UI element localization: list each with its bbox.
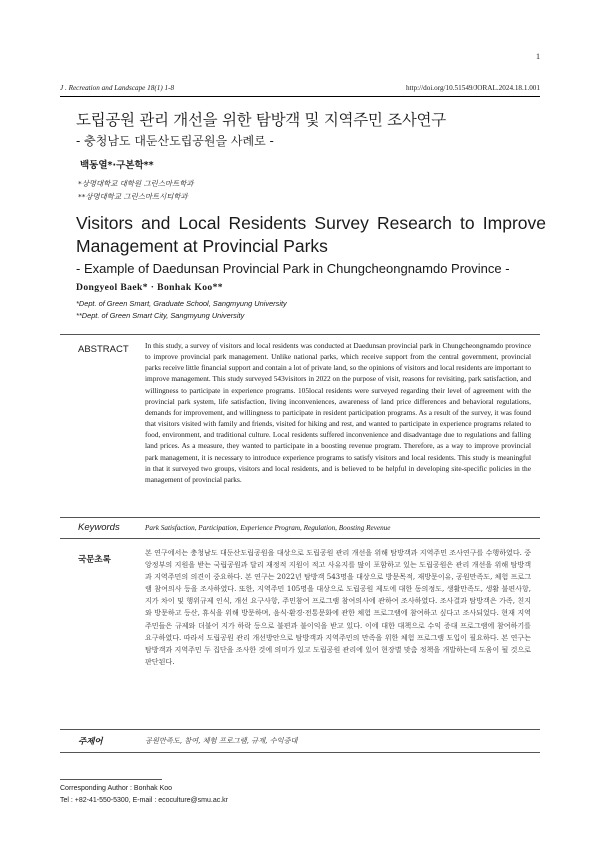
english-title-line-2: Management at Provincial Parks — [76, 236, 328, 256]
keywords-top-rule — [60, 517, 540, 518]
keywords-bottom-rule — [60, 538, 540, 539]
doi-link[interactable]: http://doi.org/10.51549/JORAL.2024.18.1.001 — [405, 84, 540, 92]
korean-affiliation-1: *상명대학교 대학원 그린스마트학과 — [78, 179, 194, 188]
corresponding-author: Corresponding Author : Bonhak Koo — [60, 785, 173, 792]
abstract-top-rule — [60, 334, 540, 335]
korean-subtitle: - 충청남도 대둔산도립공원을 사례로 - — [76, 134, 274, 148]
english-affiliation-2: **Dept. of Green Smart City, Sangmyung University — [76, 311, 245, 320]
korean-keywords-bottom-rule — [60, 752, 540, 753]
keywords-text: Park Satisfaction, Participation, Experience Program, Regulation, Boosting Revenue — [145, 524, 391, 532]
korean-abstract-label: 국문초록 — [78, 555, 111, 565]
corresponding-contact: Tel : +82-41-550-5300, E-mail : ecoculture@smu.ac.kr — [60, 797, 228, 804]
korean-title: 도립공원 관리 개선을 위한 탐방객 및 지역주민 조사연구 — [76, 111, 446, 129]
korean-abstract-text: 본 연구에서는 충청남도 대둔산도립공원을 대상으로 도립공원 관리 개선을 위해 탐방객과 지역주민 조사연구를 수행하였다. 중앙정부의 지원을 받는 국립공원과 달리 재정적 지원이 적고 사유지를 많이 포함하고 있는 도립공원은 관리 개선을 위해 탐방객과 지역주민의 의견이 중요하다. 본 연구는 2022년 탐방객 543명을 대상으로 방문목적, 재방문이유, 공원만족도, 체험 프로그램 참여의사 등을 조사하였다. 또한, 지역주민 105명을 대상으로 도립공원 제도에 대한 동의정도, 생활만족도, 생활 불편사항, 지가 차이 및 행위규제 인식, 개선 요구사항, 주민참여 프로그램 참여의사에 관하여 조사하였다. 조사결과 탐방객은 가족, 친지와 방문하고 등산, 휴식을 위해 방문하며, 음식·환경·전통문화에 관한 체험 프로그램에 참여하고 싶다고 조사되었다. 현재 지역주민들은 규제와 더불어 지가 하락 등으로 불편과 불이익을 받고 있다. 이에 대한 대책으로 수익 증대 프로그램에 참여하기를 요구하였다. 따라서 도립공원 관리 개선방안으로 탐방객과 지역주민의 만족을 위한 체험 프로그램 도입이 필요하다. 본 연구는 탐방객과 지역주민 두 집단을 조사한 것에 의미가 있고 도립공원 관리에 있어 현장별 맞춤 정책을 개발하는데 도움이 될 것으로 판단된다. — [145, 548, 531, 666]
korean-affiliation-2: **상명대학교 그린스마트시티학과 — [78, 192, 188, 201]
korean-keywords-top-rule — [60, 729, 540, 730]
english-authors: Dongyeol Baek* · Bonhak Koo** — [76, 282, 224, 293]
footnote-rule — [60, 779, 162, 780]
english-affiliation-1: *Dept. of Green Smart, Graduate School, Sangmyung University — [76, 299, 287, 308]
english-subtitle: - Example of Daedunsan Provincial Park in Chungcheongnamdo Province - — [76, 261, 510, 276]
abstract-text: In this study, a survey of visitors and local residents was conducted at Daedunsan provincial park in Chungcheongnamdo province to improve provincial park management. Unlike national parks, which receive support from the central government, provincial parks receive little financial support and contain a lot of private land, so the opinions of visitors and local residents are important to improve management. This study surveyed 543visitors in 2022 on the purpose of visit, reasons for revisiting, park satisfaction, and willingness to participate in experience programs. 105local residents were surveyed regarding their level of agreement with the provincial park system, life satisfaction, living inconveniences, awareness of land price differences and behavioral regulations, demands for improvement, and willingness to participate in resident participation programs. As a result of the survey, it was found that visitors visited with family and friends, visited for hiking and rest, and wanted to participate in experience programs related to food, environment, and traditional culture. Local residents suffered inconvenience and disadvantage due to regulations and falling land prices. As a measure, they wanted to participate in a boosting revenue program. Therefore, as a way to improve provincial park management, it is necessary to introduce experience programs to satisfy visitors and local residents. This study is meaningful in that it surveyed two groups, visitors and local residents, and is believed to be helpful in developing site-specific policies in the management of provincial parks. — [145, 341, 531, 484]
english-title-line-1: Visitors and Local Residents Survey Research to Improve — [76, 213, 546, 233]
journal-citation: J . Recreation and Landscape 18(1) 1-8 — [60, 84, 175, 92]
keywords-label: Keywords — [78, 522, 120, 533]
header-rule — [60, 96, 540, 97]
korean-keywords-text: 공원만족도, 참여, 체험 프로그램, 규제, 수익증대 — [145, 736, 298, 745]
english-title — [76, 212, 546, 258]
page-number: 1 — [536, 52, 540, 61]
running-header — [60, 84, 540, 94]
abstract-label: ABSTRACT — [78, 344, 129, 355]
korean-authors: 백동열*·구본학** — [80, 160, 154, 171]
korean-keywords-label: 주제어 — [78, 737, 103, 747]
